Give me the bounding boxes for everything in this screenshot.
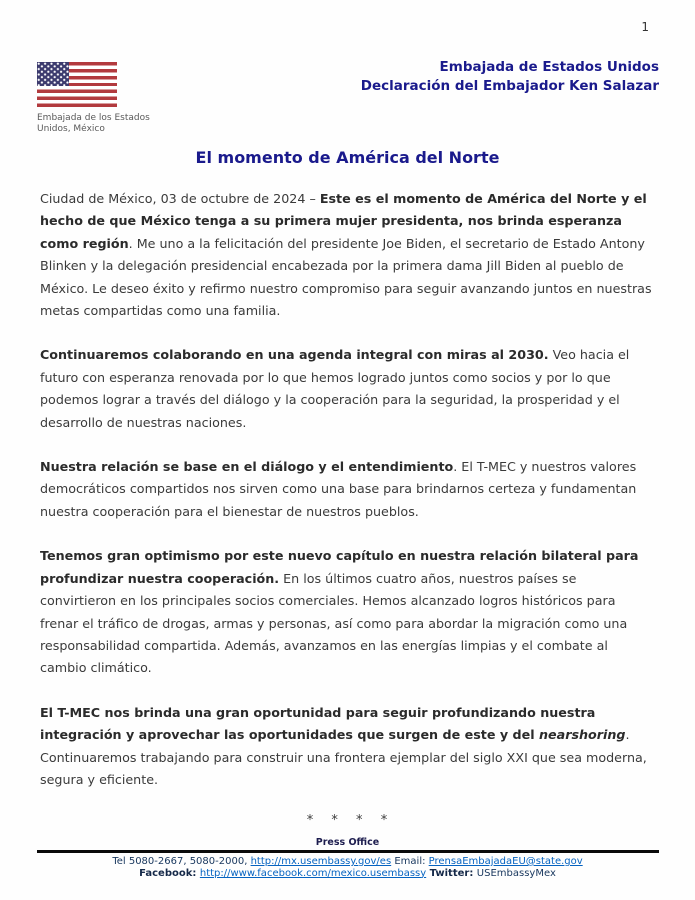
footer-email-label: Email: (391, 856, 429, 867)
text-run: . El T-MEC y nuestros valores democráticos compartidos nos sirven como una base para brindarnos certeza y fundamentan nuestra cooperación para el bienestar de nuestros pueblos. (40, 459, 637, 519)
logo-caption-line1: Embajada de los Estados (37, 113, 150, 123)
text-run: En los últimos cuatro años, nuestros países se convirtieron en los principales socios comerciales. Hemos alcanzado logros históricos para frenar el tráfico de drogas, armas y personas, así como para abordar la migración como una responsabilidad compartida. Además, avanzamos en las energías limpias y el combate al cambio climático. (40, 570, 628, 676)
asterisk-separator: * * * * (306, 813, 389, 829)
paragraph-5 (40, 702, 655, 792)
document-body (0, 167, 695, 791)
footer-contact-line (0, 856, 695, 868)
letterhead-line1: Embajada de Estados Unidos (439, 59, 659, 75)
embassy-logo (37, 62, 197, 135)
letterhead-line2: Declaración del Embajador Ken Salazar (360, 77, 659, 94)
text-run: Veo hacia el futuro con esperanza renovada por lo que hemos logrado juntos como socios y por lo que podemos lograr a través del diálogo y la cooperación para la seguridad, la prosperidad y el desarrollo de nuestras naciones. (40, 347, 630, 430)
page-number: 1 (641, 20, 649, 34)
text-run-bold: El T-MEC nos brinda una gran oportunidad para seguir profundizando nuestra integración y aprovechar las oportunidades que surgen de este y del (40, 704, 596, 743)
facebook-link[interactable]: http://www.facebook.com/mexico.usembassy (199, 867, 427, 879)
footer-divider (37, 850, 659, 853)
text-run-bold-italic: nearshoring (539, 727, 626, 743)
logo-caption-line2: Unidos, México (37, 124, 105, 134)
text-run-bold: Tenemos gran optimismo por este nuevo capítulo en nuestra relación bilateral para profundizar nuestra cooperación. (40, 548, 639, 586)
paragraph-2 (40, 344, 655, 434)
footer-title: Press Office (315, 837, 380, 848)
paragraph-3 (40, 456, 655, 523)
page-title: El momento de América del Norte (195, 148, 500, 167)
press-email-link[interactable]: PrensaEmbajadaEU@state.gov (428, 856, 583, 867)
twitter-label: Twitter: (426, 867, 477, 879)
footer-social-line (0, 868, 695, 880)
text-run-bold: Continuaremos colaborando en una agenda integral con miras al 2030. (40, 347, 549, 363)
twitter-handle: USEmbassyMex (476, 867, 556, 879)
document-footer (0, 837, 695, 879)
text-run: . Continuaremos trabajando para construir una frontera ejemplar del siglo XXI que sea moderna, segura y eficiente. (40, 727, 647, 787)
embassy-website-link[interactable]: http://mx.usembassy.gov/es (250, 856, 392, 867)
text-run: Ciudad de México, 03 de octubre de 2024 – (40, 191, 320, 206)
footer-tel-text: Tel 5080-2667, 5080-2000, (112, 856, 251, 867)
letterhead (361, 58, 659, 95)
paragraph-1 (40, 188, 655, 322)
logo-caption (37, 113, 197, 135)
text-run-bold: Este es el momento de América del Norte y el hecho de que México tenga a su primera mujer presidenta, nos brinda esperanza como región (40, 191, 647, 251)
us-flag-canton (37, 62, 69, 86)
document-header (0, 0, 695, 135)
us-flag-icon (37, 62, 117, 107)
text-run-bold: Nuestra relación se base en el diálogo y el entendimiento (40, 459, 454, 475)
facebook-label: Facebook: (139, 867, 200, 879)
paragraph-4 (40, 545, 655, 679)
text-run: . Me uno a la felicitación del presidente Joe Biden, el secretario de Estado Antony Blinken y la delegación presidencial encabezada por la primera dama Jill Biden al pueblo de México. Le deseo éxito y refirmo nuestro compromiso para seguir avanzando juntos en nuestras metas compartidas como una familia. (40, 235, 652, 319)
